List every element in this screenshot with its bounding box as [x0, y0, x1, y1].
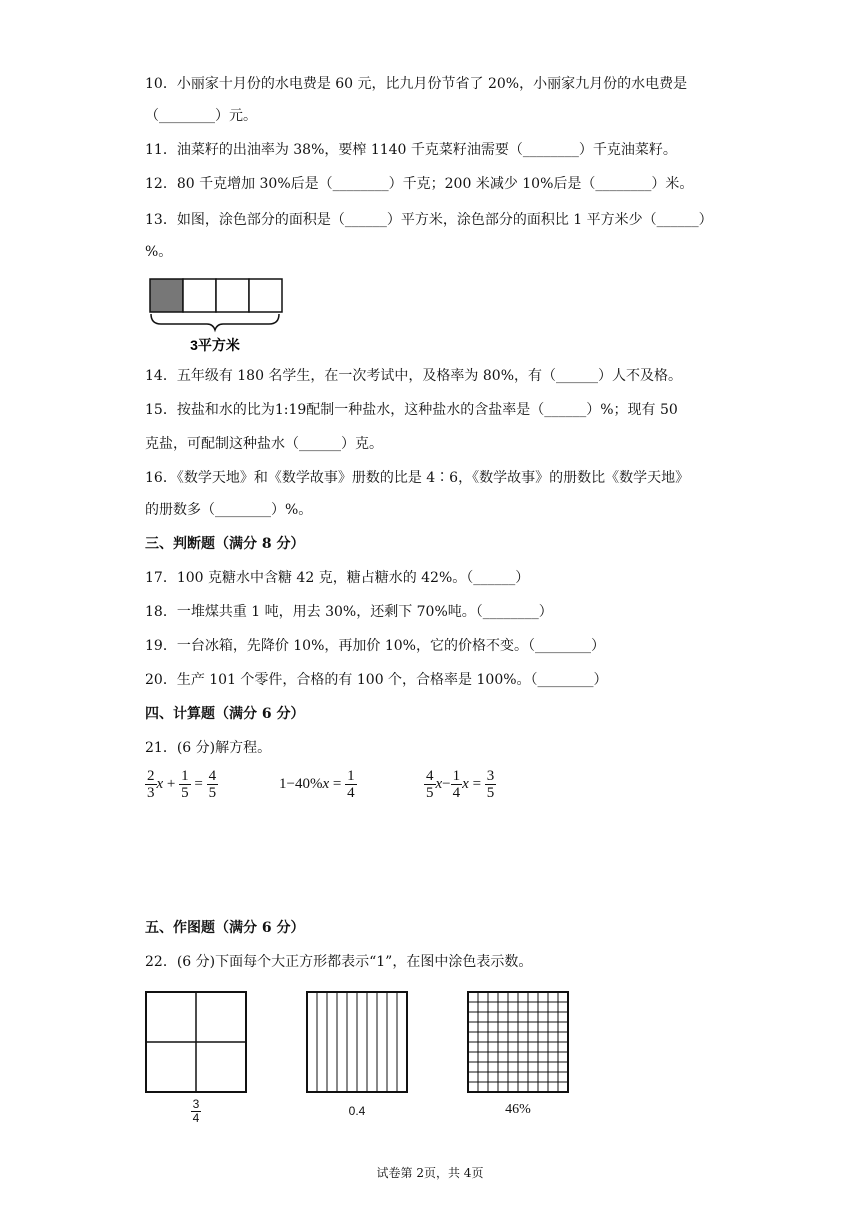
q13-cells — [150, 279, 282, 312]
q13-brace — [151, 314, 279, 330]
question-20: 20．生产 101 个零件，合格的有 100 个，合格率是 100%。（________） — [145, 672, 608, 688]
caption-three-quarters: $\frac{3}{4}$ — [192, 1097, 200, 1125]
q13-cell — [249, 279, 282, 312]
question-10-line2: （________）元。 — [145, 108, 257, 124]
question-16-line2: 的册数多（________）%。 — [145, 502, 313, 518]
question-15-line2: 克盐，可配制这种盐水（______）克。 — [145, 436, 383, 452]
section-4-heading: 四、计算题（满分 6 分） — [145, 706, 305, 722]
question-13-line1: 13．如图，涂色部分的面积是（______）平方米，涂色部分的面积比 1 平方米少（______） — [145, 212, 713, 228]
question-11: 11．油菜籽的出油率为 38%，要榨 1140 千克菜籽油需要（________）千克油菜籽。 — [145, 142, 677, 158]
section-3-heading: 三、判断题（满分 8 分） — [145, 536, 305, 552]
question-10-line1: 10．小丽家十月份的水电费是 60 元，比九月份节省了 20%，小丽家九月份的水电费是 — [145, 76, 688, 92]
question-22: 22．(6 分)下面每个大正方形都表示“1”，在图中涂色表示数。 — [145, 954, 533, 970]
q13-cell — [150, 279, 183, 312]
equation-1: $\frac{2}{3}$ x + $\frac{1}{5}$ = $\frac{4}{5}$ — [147, 768, 217, 801]
square-grid-2x2 — [144, 990, 248, 1094]
q13-cell — [183, 279, 216, 312]
page-footer: 试卷第 2页，共 4页 — [376, 1166, 484, 1180]
question-14: 14．五年级有 180 名学生，在一次考试中，及格率为 80%，有（______）人不及格。 — [145, 368, 683, 384]
question-19: 19．一台冰箱，先降价 10%，再加价 10%，它的价格不变。（________） — [145, 638, 605, 654]
q13-figure-label: 3平方米 — [190, 337, 240, 353]
question-17: 17．100 克糖水中含糖 42 克，糖占糖水的 42%。（______） — [145, 570, 530, 586]
section-5-heading: 五、作图题（满分 6 分） — [145, 920, 305, 936]
question-18: 18．一堆煤共重 1 吨，用去 30%，还剩下 70%吨。（________） — [145, 604, 553, 620]
question-21: 21．(6 分)解方程。 — [145, 740, 272, 756]
square-grid-1x10 — [305, 990, 409, 1094]
q13-bar-figure — [145, 274, 290, 354]
equation-2: 1−40%x = $\frac{1}{4}$ — [279, 768, 355, 801]
caption-46-percent: 46% — [505, 1102, 531, 1117]
caption-0-4: 0.4 — [348, 1104, 366, 1118]
question-15-line1: 15．按盐和水的比为1:19配制一种盐水，这种盐水的含盐率是（______）%；现有 50 — [145, 402, 678, 418]
q13-cell — [216, 279, 249, 312]
square-grid-10x10 — [466, 990, 570, 1094]
question-12: 12．80 千克增加 30%后是（________）千克；200 米减少 10%后是（________）米。 — [145, 176, 694, 192]
question-16-line1: 16．《数学天地》和《数学故事》册数的比是 4∶6，《数学故事》的册数比《数学天地》 — [145, 470, 690, 486]
equation-3: $\frac{4}{5}$ x− $\frac{1}{4}$ x = $\frac{3}{5}$ — [426, 768, 495, 801]
question-13-line2: %。 — [145, 244, 173, 260]
